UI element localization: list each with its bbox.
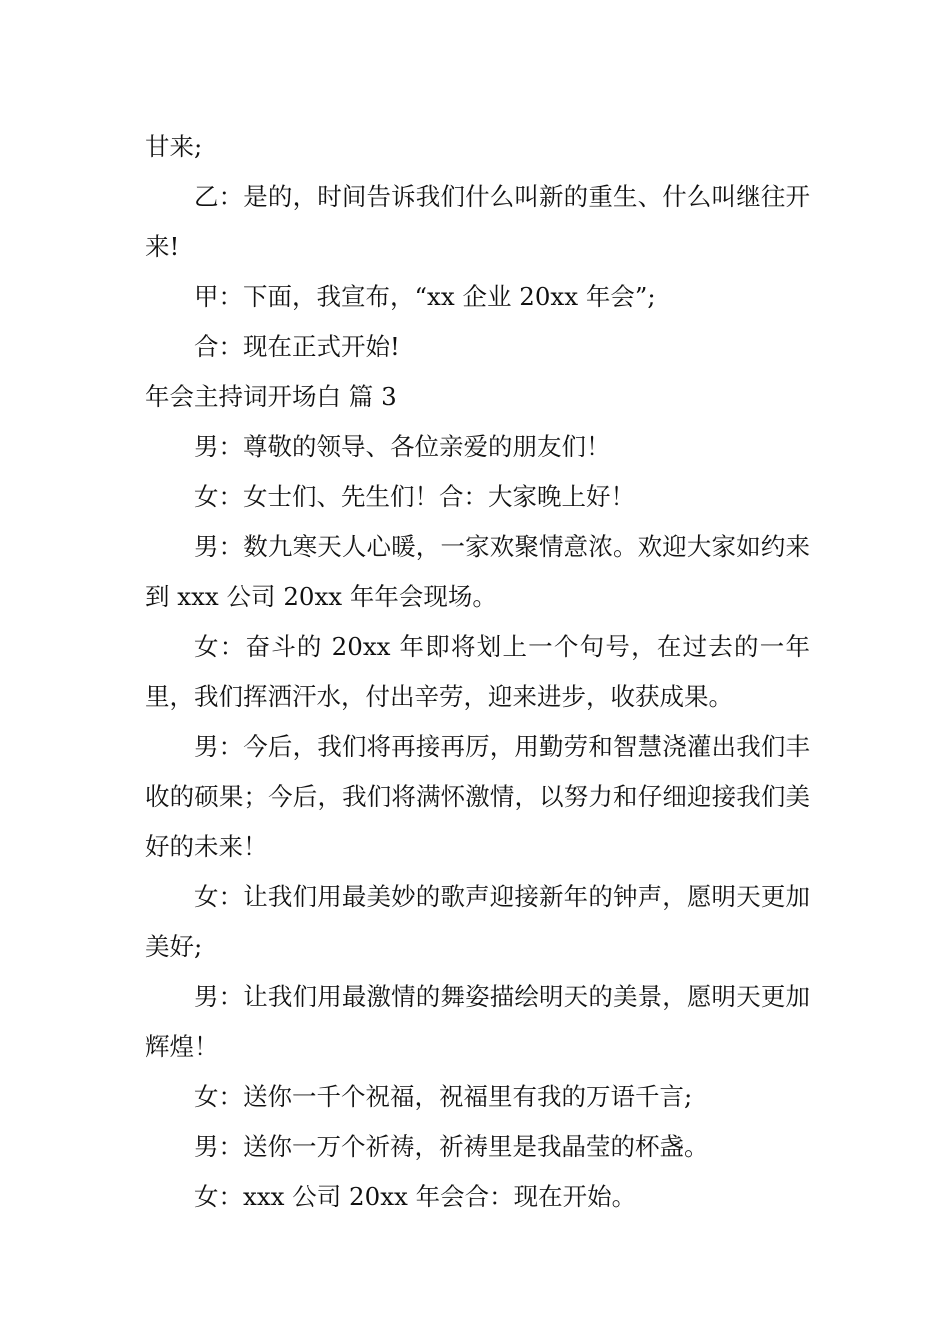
paragraph-nan-prayer: 男：送你一万个祈祷，祈祷里是我晶莹的杯盏。 (194, 1132, 709, 1161)
section-heading: 年会主持词开场白 篇 3 (145, 382, 397, 411)
paragraph-nv-review: 女：奋斗的 20xx 年即将划上一个句号，在过去的一年里，我们挥洒汗水，付出辛劳，迎来进步，收获成果。 (145, 632, 810, 711)
paragraph-nan-dance: 男：让我们用最激情的舞姿描绘明天的美景，愿明天更加辉煌！ (145, 982, 810, 1061)
paragraph-yi-line: 乙：是的，时间告诉我们什么叫新的重生、什么叫继往开来! (145, 182, 810, 261)
paragraph-jia-line: 甲：下面，我宣布，“xx 企业 20xx 年会”; (194, 282, 656, 311)
paragraph-nan-welcome: 男：数九寒天人心暖，一家欢聚情意浓。欢迎大家如约来到 xxx 公司 20xx 年年会现场。 (145, 532, 810, 611)
paragraph-continuation: 甘来; (145, 132, 203, 161)
paragraph-nv-song: 女：让我们用最美妙的歌声迎接新年的钟声，愿明天更加美好; (145, 882, 810, 961)
paragraph-nv-start: 女：xxx 公司 20xx 年会合：现在开始。 (194, 1182, 637, 1211)
paragraph-nan-greeting: 男：尊敬的领导、各位亲爱的朋友们！ (194, 432, 611, 461)
document-body (145, 122, 810, 1222)
paragraph-he-line: 合：现在正式开始! (194, 332, 400, 361)
paragraph-nv-blessing: 女：送你一千个祝福，祝福里有我的万语千言; (194, 1082, 693, 1111)
paragraph-nan-future: 男：今后，我们将再接再厉，用勤劳和智慧浇灌出我们丰收的硕果；今后，我们将满怀激情，以努力和仔细迎接我们美好的未来！ (145, 732, 810, 861)
paragraph-nv-greeting: 女：女士们、先生们！合：大家晚上好！ (194, 482, 635, 511)
